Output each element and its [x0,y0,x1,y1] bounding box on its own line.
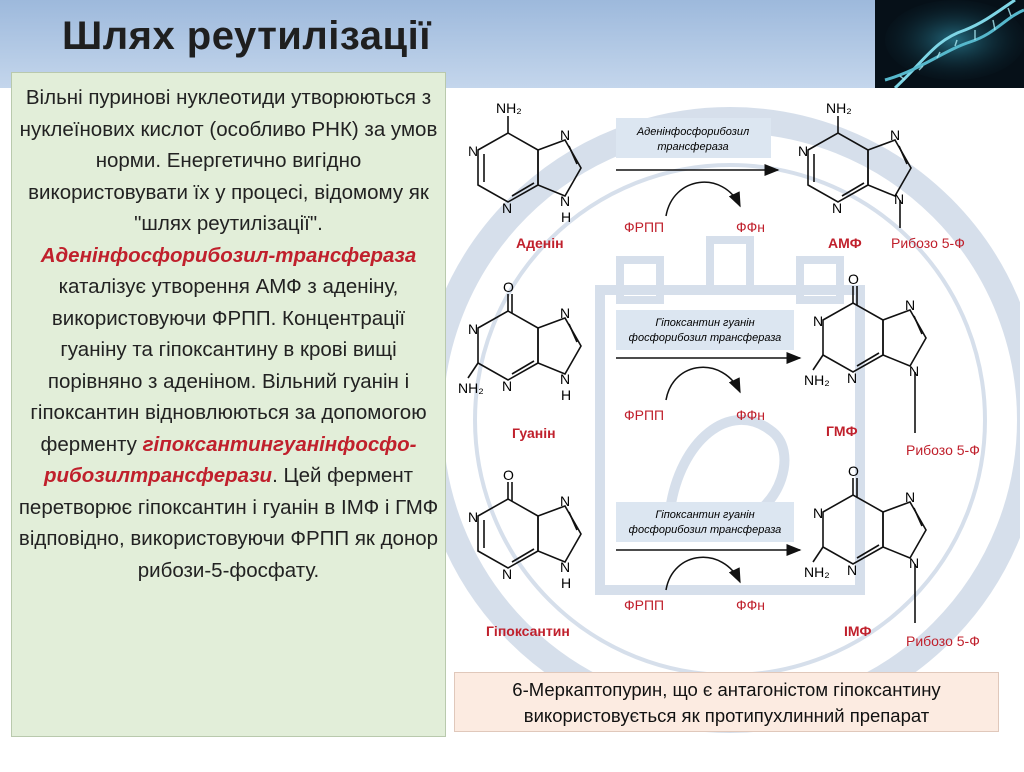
enzyme-label-hgprt-1b: фосфорибозил трансфераза [628,332,782,344]
note-line-2: використовується як протипухлинний препарат [523,705,930,726]
gmp-n7: N [905,297,916,313]
adenine-nh2: NH₂ [496,100,522,116]
cofactor-out-2: ФФн [736,407,766,423]
adenine-n7: N [560,127,571,143]
gmp-n1: N [813,313,824,329]
description-end: . Цей фермент перетворює гіпоксантин і гуанін в ІМФ і ГМФ відповідно, використовуючи ФРПП як донор рибози-5-фосфату. [18,464,439,582]
description-text [18,82,439,586]
ribose-label-3: Рибозо 5-Ф [906,633,980,649]
guanine-h: H [561,387,572,403]
gmp-n3: N [847,370,858,386]
guanine-o: O [503,279,514,295]
imp-n7: N [905,489,916,505]
enzyme-label-aprt-2: трансфераза [657,141,729,153]
imp-n3: N [847,562,858,578]
adenine-n9: N [560,193,571,209]
enzyme-box-hgprt-2 [616,502,794,542]
ribose-label-1: Рибозо 5-Ф [891,235,965,251]
enzyme-label-hgprt-2a: Гіпоксантин гуанін [655,509,755,521]
ribose-label-2: Рибозо 5-Ф [906,442,980,458]
adenine-n1: N [468,143,479,159]
reaction-adenine [468,100,965,251]
substrate-label-guanine: Гуанін [512,425,556,441]
enzyme-label-hgprt-1a: Гіпоксантин гуанін [655,317,755,329]
enzyme-label-aprt-1: Аденінфосфорибозил [636,126,750,138]
hypoxanthine-n7: N [560,493,571,509]
description-middle: каталізує утворення АМФ з аденіну, використовуючи ФРПП. Концентрації гуаніну та гіпоксантину в крові вищі порівняно з аденіном. Вільний гуанін і гіпоксантин відновлюються за допомогою ферменту [30,275,427,456]
page-title: Шлях реутилізації [62,14,431,58]
product-label-gmp: ГМФ [826,423,858,439]
substrate-label-hypoxanthine: Гіпоксантин [486,623,570,639]
enzyme-name-aprt: Аденінфосфорибозил-трансфераза [40,243,417,267]
hypoxanthine-n1: N [468,509,479,525]
enzyme-box-hgprt-1 [616,310,794,350]
gmp-o: O [848,271,859,287]
guanine-nh2: NH₂ [458,380,484,396]
guanine-n3: N [502,378,513,394]
amp-nh2: NH₂ [826,100,852,116]
imp-o: O [848,463,859,479]
imp-nh2: NH₂ [804,564,830,580]
hypoxanthine-n3: N [502,566,513,582]
substrate-label-adenine: Аденін [516,235,564,251]
description-intro: Вільні пуринові нуклеотиди утворюються з нуклеїнових кислот (особливо РНК) за умов норми. Енергетично вигідно використовувати їх у процесі, відомому як "шлях реутилізації". [19,86,438,235]
gmp-nh2: NH₂ [804,372,830,388]
product-label-imp: ІМФ [844,623,872,639]
gmp-n9: N [909,363,920,379]
hypoxanthine-n9: N [560,559,571,575]
cofactor-arrow-2 [666,367,740,400]
enzyme-label-hgprt-2b: фосфорибозил трансфераза [628,524,782,536]
reaction-guanine [458,271,980,458]
cofactor-in-3: ФРПП [624,597,665,613]
note-line-1: 6-Меркаптопурин, що є антагоністом гіпоксантину [512,679,941,700]
amp-n1: N [798,143,809,159]
amp-n7: N [890,127,901,143]
amp-n9: N [894,191,905,207]
cofactor-arrow-1 [666,182,740,216]
cofactor-in-1: ФРПП [624,219,665,235]
imp-n1: N [813,505,824,521]
cofactor-out-3: ФФн [736,597,766,613]
enzyme-name-hgprt: гіпоксантингуанінфосфо-рибозилтрансферази [43,432,417,487]
product-label-amp: АМФ [828,235,862,251]
salvage-pathway-diagram [448,88,1024,668]
reaction-hypoxanthine [468,463,980,649]
cofactor-in-2: ФРПП [624,407,665,423]
hypoxanthine-h: H [561,575,572,591]
guanine-n1: N [468,321,479,337]
adenine-n3: N [502,200,513,216]
guanine-n9: N [560,371,571,387]
adenine-h: H [561,209,572,225]
note-box [454,672,999,732]
hypoxanthine-o: O [503,467,514,483]
cofactor-arrow-3 [666,557,740,590]
imp-n9: N [909,555,920,571]
amp-n3: N [832,200,843,216]
guanine-n7: N [560,305,571,321]
cofactor-out-1: ФФн [736,219,766,235]
